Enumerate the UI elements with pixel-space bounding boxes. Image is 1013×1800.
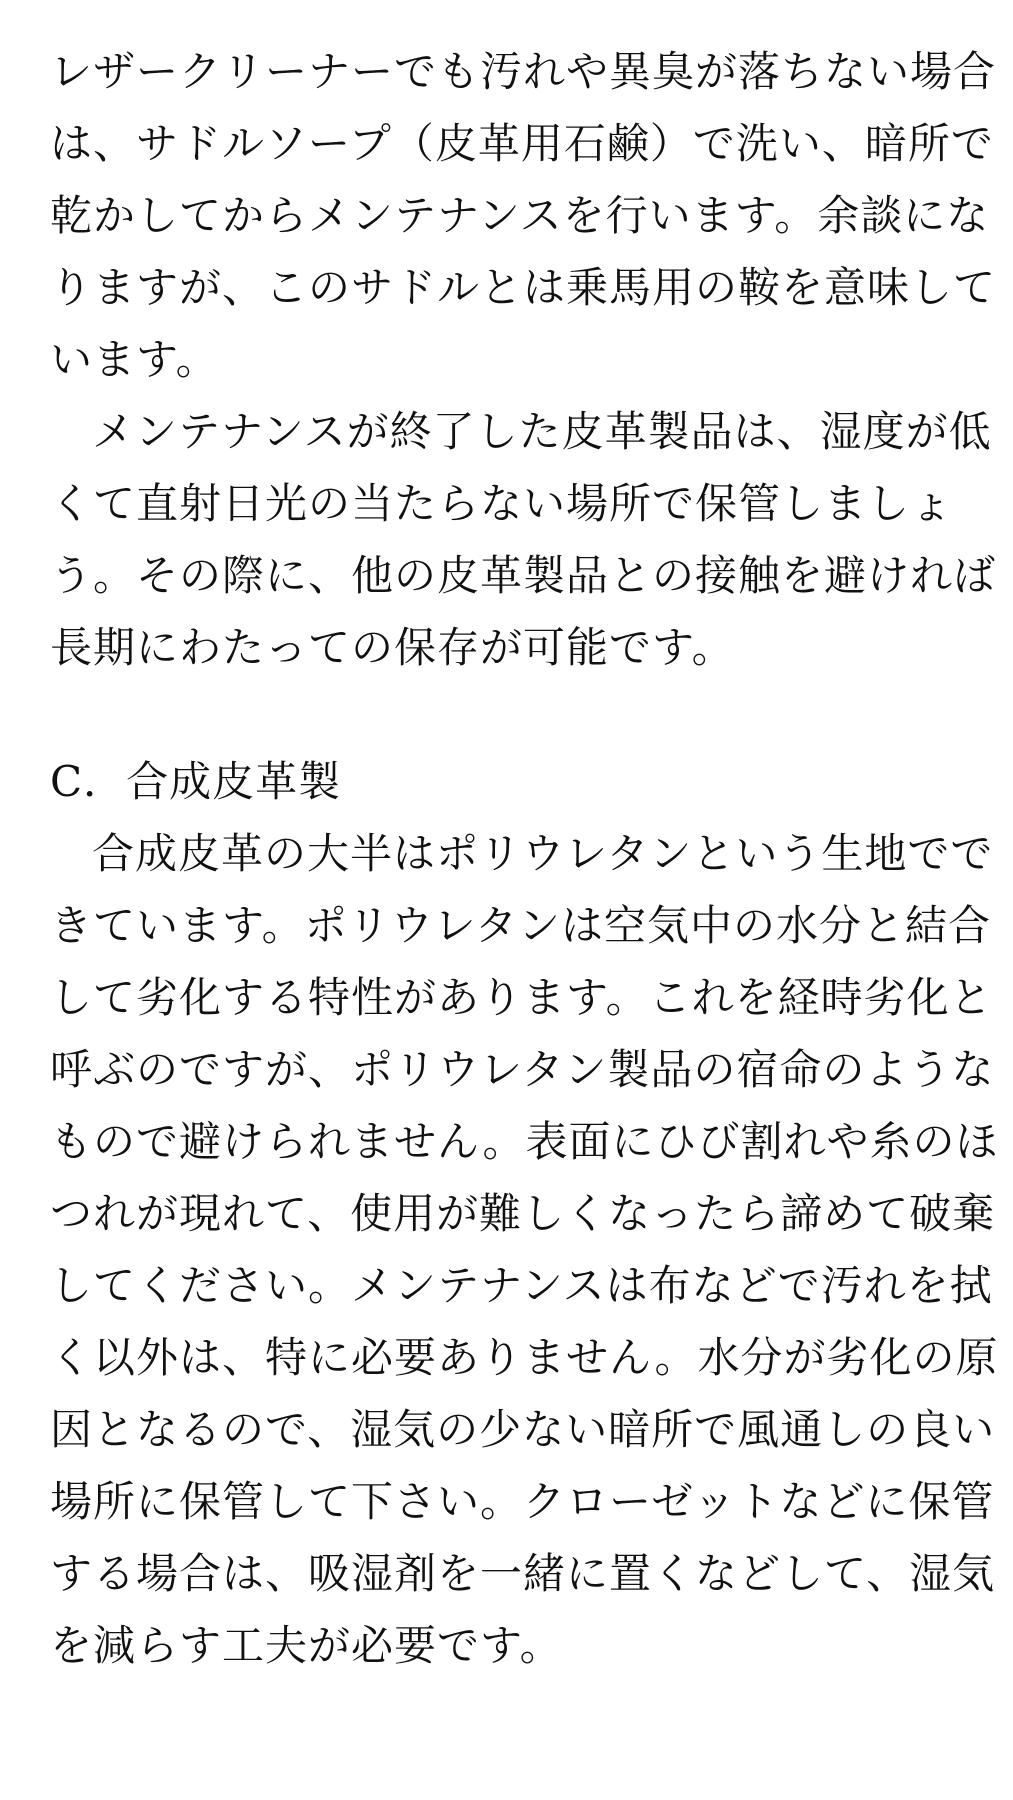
- section-c-line-7: してください。メンテナンスは布などで汚れを拭: [50, 1261, 993, 1310]
- section-c-line-4: 呼ぶのですが、ポリウレタン製品の宿命のような: [50, 1045, 995, 1094]
- paragraph-1-line-5: います。: [50, 335, 219, 384]
- paragraph-2-line-4: 長期にわたっての保存が可能です。: [50, 623, 735, 672]
- paragraph-2-line-2: くて直射日光の当たらない場所で保管しましょ: [50, 479, 954, 528]
- paragraph-1-line-4: りますが、このサドルとは乗馬用の鞍を意味して: [50, 263, 997, 312]
- paragraph-2-line-3: う。その際に、他の皮革製品との接触を避ければ: [50, 551, 997, 600]
- section-c-line-10: 場所に保管して下さい。クローゼットなどに保管: [50, 1477, 995, 1526]
- section-c-line-2: きています。ポリウレタンは空気中の水分と結合: [50, 901, 991, 950]
- section-c-line-12: を減らす工夫が必要です。: [50, 1621, 563, 1670]
- paragraph-1-line-1: レザークリーナーでも汚れや異臭が落ちない場合: [50, 47, 997, 96]
- section-c-line-5: もので避けられません。表面にひび割れや糸のほ: [50, 1117, 999, 1166]
- section-c-line-9: 因となるので、湿気の少ない暗所で風通しの良い: [50, 1405, 996, 1454]
- section-c-line-8: く以外は、特に必要ありません。水分が劣化の原: [50, 1333, 999, 1382]
- paragraph-1-line-2: は、サドルソープ（皮革用石鹸）で洗い、暗所で: [50, 119, 994, 168]
- section-c-line-6: つれが現れて、使用が難しくなったら諦めて破棄: [50, 1189, 996, 1238]
- paragraph-1-line-3: 乾かしてからメンテナンスを行います。余談にな: [50, 191, 990, 240]
- paragraph-2-line-1: メンテナンスが終了した皮革製品は、湿度が低: [92, 407, 992, 456]
- section-c-line-3: して劣化する特性があります。これを経時劣化と: [50, 973, 993, 1022]
- section-c-heading: C．合成皮革製: [50, 757, 342, 806]
- section-c-line-1: 合成皮革の大半はポリウレタンという生地でで: [92, 829, 994, 878]
- section-c-line-11: する場合は、吸湿剤を一緒に置くなどして、湿気: [50, 1549, 996, 1598]
